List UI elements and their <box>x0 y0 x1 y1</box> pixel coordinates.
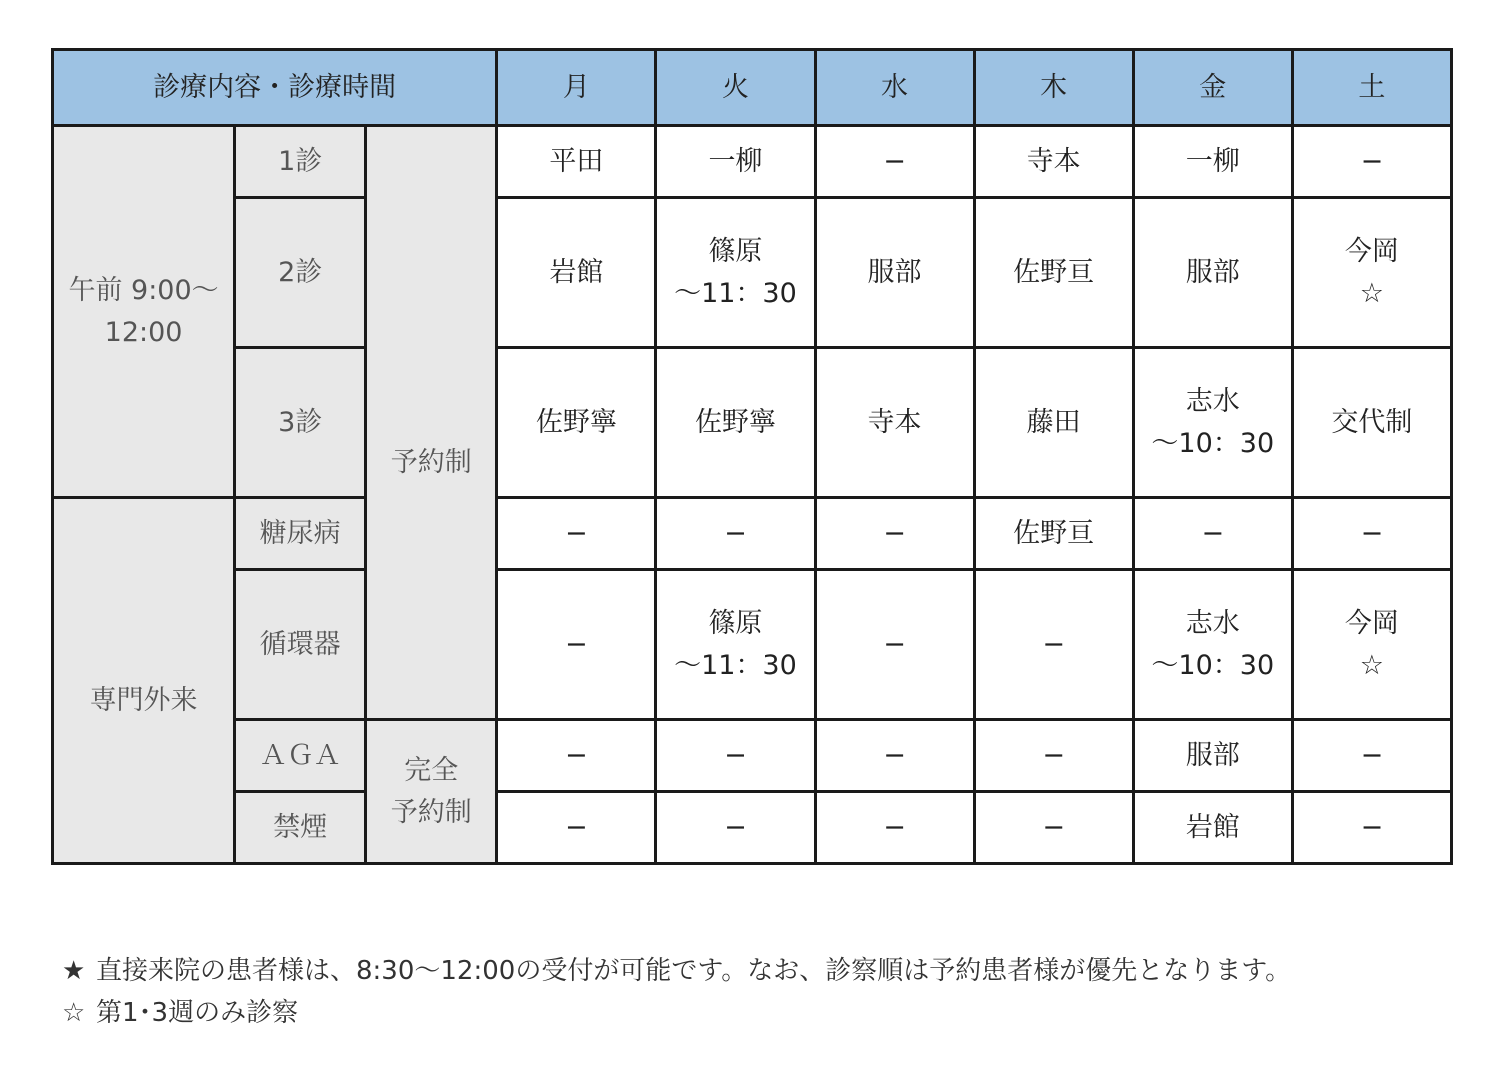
schedule-cell: − <box>974 792 1133 864</box>
schedule-cell: 寺本 <box>815 348 974 498</box>
schedule-cell: − <box>1133 498 1292 570</box>
schedule-cell: 佐野寧 <box>497 348 656 498</box>
schedule-cell: 服部 <box>1133 720 1292 792</box>
schedule-cell: − <box>497 792 656 864</box>
schedule-cell: 藤田 <box>974 348 1133 498</box>
row-label: 禁煙 <box>235 792 366 864</box>
schedule-cell: 志水 〜10：30 <box>1133 570 1292 720</box>
row-label: ＡＧＡ <box>235 720 366 792</box>
note-week <box>62 992 1291 1034</box>
schedule-cell: − <box>974 570 1133 720</box>
schedule-table <box>51 48 1453 865</box>
note-walk-in <box>62 950 1291 992</box>
table-row <box>53 198 1452 348</box>
schedule-cell: 寺本 <box>974 126 1133 198</box>
table-row <box>53 570 1452 720</box>
row-label: 循環器 <box>235 570 366 720</box>
table-row <box>53 498 1452 570</box>
schedule-cell: − <box>815 126 974 198</box>
schedule-cell: 岩館 <box>1133 792 1292 864</box>
schedule-cell: − <box>497 498 656 570</box>
header-category: 診療内容・診療時間 <box>53 50 497 126</box>
white-star-icon: ☆ <box>62 998 86 1028</box>
schedule-cell: 岩館 <box>497 198 656 348</box>
schedule-cell: − <box>974 720 1133 792</box>
schedule-cell: 篠原 〜11：30 <box>656 570 815 720</box>
group-morning: 午前 9:00〜 12:00 <box>53 126 235 498</box>
schedule-cell: 佐野亘 <box>974 498 1133 570</box>
booking-full: 完全 予約制 <box>366 720 497 864</box>
booking-reserved: 予約制 <box>366 126 497 720</box>
header-day-mon: 月 <box>497 50 656 126</box>
schedule-cell: − <box>1292 498 1451 570</box>
schedule-cell: − <box>656 792 815 864</box>
row-label: 2診 <box>235 198 366 348</box>
schedule-cell: 志水 〜10：30 <box>1133 348 1292 498</box>
schedule-cell: − <box>656 498 815 570</box>
header-row <box>53 50 1452 126</box>
schedule-cell: 篠原 〜11：30 <box>656 198 815 348</box>
note-text: 第1･3週のみ診察 <box>96 998 299 1028</box>
header-day-tue: 火 <box>656 50 815 126</box>
schedule-cell: − <box>815 720 974 792</box>
schedule-cell: 今岡 ☆ <box>1292 198 1451 348</box>
black-star-icon: ★ <box>62 956 86 986</box>
note-text: 直接来院の患者様は、8:30〜12:00の受付が可能です。なお、診察順は予約患者様が優先となります。 <box>96 956 1292 986</box>
schedule-cell: − <box>497 570 656 720</box>
schedule-cell: 服部 <box>1133 198 1292 348</box>
schedule-cell: 今岡 ☆ <box>1292 570 1451 720</box>
row-label: 糖尿病 <box>235 498 366 570</box>
header-day-thu: 木 <box>974 50 1133 126</box>
schedule-cell: − <box>1292 720 1451 792</box>
schedule-cell: − <box>497 720 656 792</box>
schedule-cell: 服部 <box>815 198 974 348</box>
schedule-cell: − <box>815 792 974 864</box>
header-day-wed: 水 <box>815 50 974 126</box>
schedule-cell: − <box>1292 792 1451 864</box>
schedule-cell: − <box>815 498 974 570</box>
schedule-cell: 佐野寧 <box>656 348 815 498</box>
schedule-cell: − <box>656 720 815 792</box>
table-row <box>53 126 1452 198</box>
schedule-cell: 一柳 <box>656 126 815 198</box>
schedule-cell: 一柳 <box>1133 126 1292 198</box>
group-specialty: 専門外来 <box>53 498 235 864</box>
row-label: 1診 <box>235 126 366 198</box>
table-row <box>53 792 1452 864</box>
table-row <box>53 720 1452 792</box>
table-row <box>53 348 1452 498</box>
schedule-cell: 交代制 <box>1292 348 1451 498</box>
notes <box>62 950 1291 1034</box>
schedule-cell: 平田 <box>497 126 656 198</box>
row-label: 3診 <box>235 348 366 498</box>
header-day-fri: 金 <box>1133 50 1292 126</box>
schedule-cell: 佐野亘 <box>974 198 1133 348</box>
schedule-cell: − <box>1292 126 1451 198</box>
header-day-sat: 土 <box>1292 50 1451 126</box>
schedule-cell: − <box>815 570 974 720</box>
